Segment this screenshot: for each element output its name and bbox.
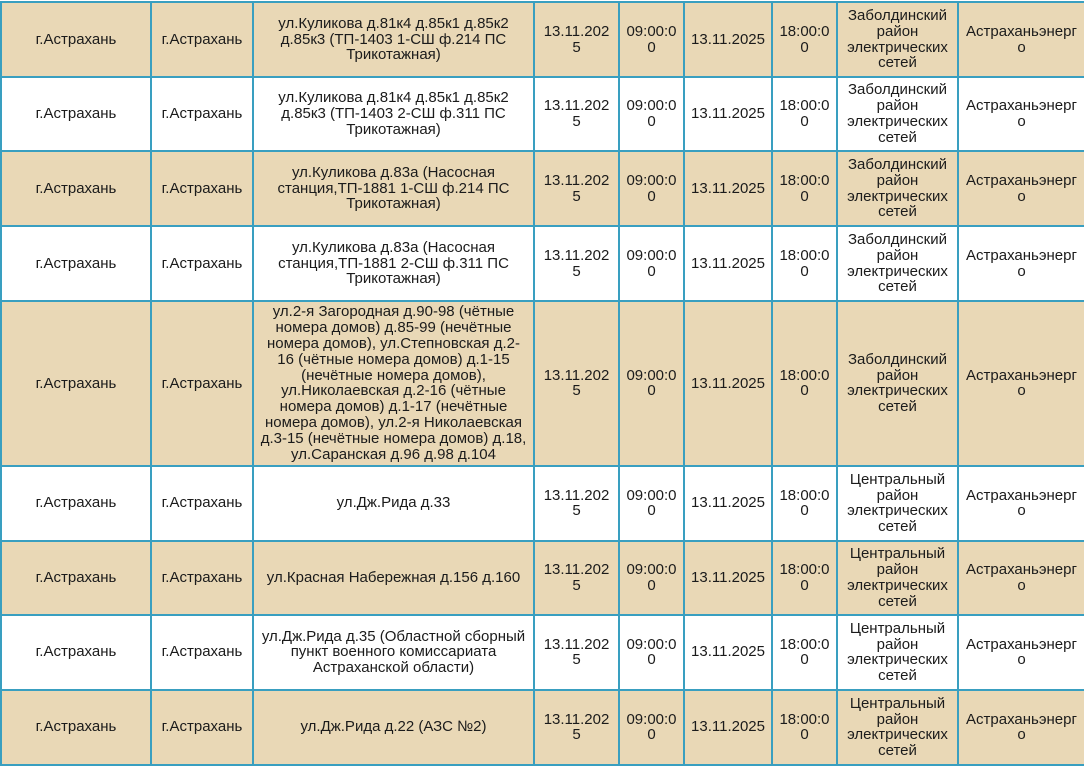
cell-city: г.Астрахань [151,690,253,765]
cell-address: ул.Дж.Рида д.35 (Областной сборный пункт военного комиссариата Астраханской области) [253,615,534,690]
cell-organization: Астраханьэнерго [958,541,1084,615]
cell-start-time: 09:00:00 [619,151,684,226]
cell-district: Центральный район электрических сетей [837,541,958,615]
cell-city: г.Астрахань [151,615,253,690]
cell-district: Центральный район электрических сетей [837,615,958,690]
cell-district: Заболдинский район электрических сетей [837,77,958,151]
cell-end-time: 18:00:00 [772,466,837,541]
cell-organization: Астраханьэнерго [958,615,1084,690]
table-row [1,301,1084,466]
cell-start-time: 09:00:00 [619,690,684,765]
cell-region: г.Астрахань [1,690,151,765]
cell-organization: Астраханьэнерго [958,466,1084,541]
cell-organization: Астраханьэнерго [958,226,1084,301]
cell-district: Заболдинский район электрических сетей [837,301,958,466]
cell-end-date: 13.11.2025 [684,151,772,226]
outage-table-body [1,2,1084,765]
cell-start-date: 13.11.2025 [534,2,619,77]
cell-address: ул.Куликова д.81к4 д.85к1 д.85к2 д.85к3 (ТП-1403 2-СШ ф.311 ПС Трикотажная) [253,77,534,151]
cell-start-date: 13.11.2025 [534,615,619,690]
table-row [1,151,1084,226]
cell-end-time: 18:00:00 [772,541,837,615]
cell-district: Заболдинский район электрических сетей [837,226,958,301]
cell-organization: Астраханьэнерго [958,301,1084,466]
outage-table [0,1,1084,766]
cell-organization: Астраханьэнерго [958,151,1084,226]
cell-start-date: 13.11.2025 [534,541,619,615]
cell-address: ул.Куликова д.83а (Насосная станция,ТП-1881 1-СШ ф.214 ПС Трикотажная) [253,151,534,226]
cell-region: г.Астрахань [1,615,151,690]
cell-start-time: 09:00:00 [619,301,684,466]
cell-start-time: 09:00:00 [619,615,684,690]
table-row [1,541,1084,615]
cell-address: ул.Дж.Рида д.33 [253,466,534,541]
cell-start-date: 13.11.2025 [534,301,619,466]
cell-city: г.Астрахань [151,2,253,77]
cell-city: г.Астрахань [151,77,253,151]
cell-start-date: 13.11.2025 [534,226,619,301]
cell-start-time: 09:00:00 [619,541,684,615]
cell-end-time: 18:00:00 [772,226,837,301]
cell-district: Заболдинский район электрических сетей [837,2,958,77]
cell-city: г.Астрахань [151,466,253,541]
cell-start-date: 13.11.2025 [534,690,619,765]
cell-end-time: 18:00:00 [772,615,837,690]
cell-organization: Астраханьэнерго [958,77,1084,151]
cell-address: ул.Красная Набережная д.156 д.160 [253,541,534,615]
cell-end-date: 13.11.2025 [684,226,772,301]
cell-end-time: 18:00:00 [772,151,837,226]
cell-end-time: 18:00:00 [772,2,837,77]
cell-end-date: 13.11.2025 [684,2,772,77]
cell-city: г.Астрахань [151,226,253,301]
cell-district: Заболдинский район электрических сетей [837,151,958,226]
cell-end-time: 18:00:00 [772,301,837,466]
cell-end-date: 13.11.2025 [684,541,772,615]
cell-region: г.Астрахань [1,541,151,615]
cell-city: г.Астрахань [151,301,253,466]
table-row [1,77,1084,151]
cell-end-date: 13.11.2025 [684,77,772,151]
cell-organization: Астраханьэнерго [958,690,1084,765]
cell-region: г.Астрахань [1,466,151,541]
cell-region: г.Астрахань [1,151,151,226]
cell-end-time: 18:00:00 [772,77,837,151]
cell-start-time: 09:00:00 [619,466,684,541]
cell-end-date: 13.11.2025 [684,615,772,690]
cell-organization: Астраханьэнерго [958,2,1084,77]
cell-region: г.Астрахань [1,2,151,77]
cell-end-time: 18:00:00 [772,690,837,765]
table-row [1,690,1084,765]
table-row [1,226,1084,301]
cell-address: ул.Дж.Рида д.22 (АЗС №2) [253,690,534,765]
cell-region: г.Астрахань [1,301,151,466]
table-row [1,2,1084,77]
cell-address: ул.2-я Загородная д.90-98 (чётные номера домов) д.85-99 (нечётные номера домов), ул.Степновская д.2-16 (чётные номера домов) д.1-15 (нечётные номера домов), ул.Николаевская д.2-16 (чётные номера домов) д.1-17 (нечётные номера домов), ул.2-я Николаевская д.3-15 (нечётные номера домов) д.18, ул.Саранская д.96 д.98 д.104 [253,301,534,466]
cell-district: Центральный район электрических сетей [837,690,958,765]
cell-end-date: 13.11.2025 [684,466,772,541]
table-row [1,466,1084,541]
cell-start-date: 13.11.2025 [534,466,619,541]
cell-start-time: 09:00:00 [619,226,684,301]
cell-end-date: 13.11.2025 [684,301,772,466]
cell-start-date: 13.11.2025 [534,77,619,151]
cell-city: г.Астрахань [151,541,253,615]
cell-start-time: 09:00:00 [619,77,684,151]
cell-district: Центральный район электрических сетей [837,466,958,541]
cell-start-date: 13.11.2025 [534,151,619,226]
cell-address: ул.Куликова д.81к4 д.85к1 д.85к2 д.85к3 (ТП-1403 1-СШ ф.214 ПС Трикотажная) [253,2,534,77]
cell-end-date: 13.11.2025 [684,690,772,765]
cell-city: г.Астрахань [151,151,253,226]
cell-region: г.Астрахань [1,226,151,301]
table-row [1,615,1084,690]
cell-region: г.Астрахань [1,77,151,151]
cell-start-time: 09:00:00 [619,2,684,77]
cell-address: ул.Куликова д.83а (Насосная станция,ТП-1881 2-СШ ф.311 ПС Трикотажная) [253,226,534,301]
